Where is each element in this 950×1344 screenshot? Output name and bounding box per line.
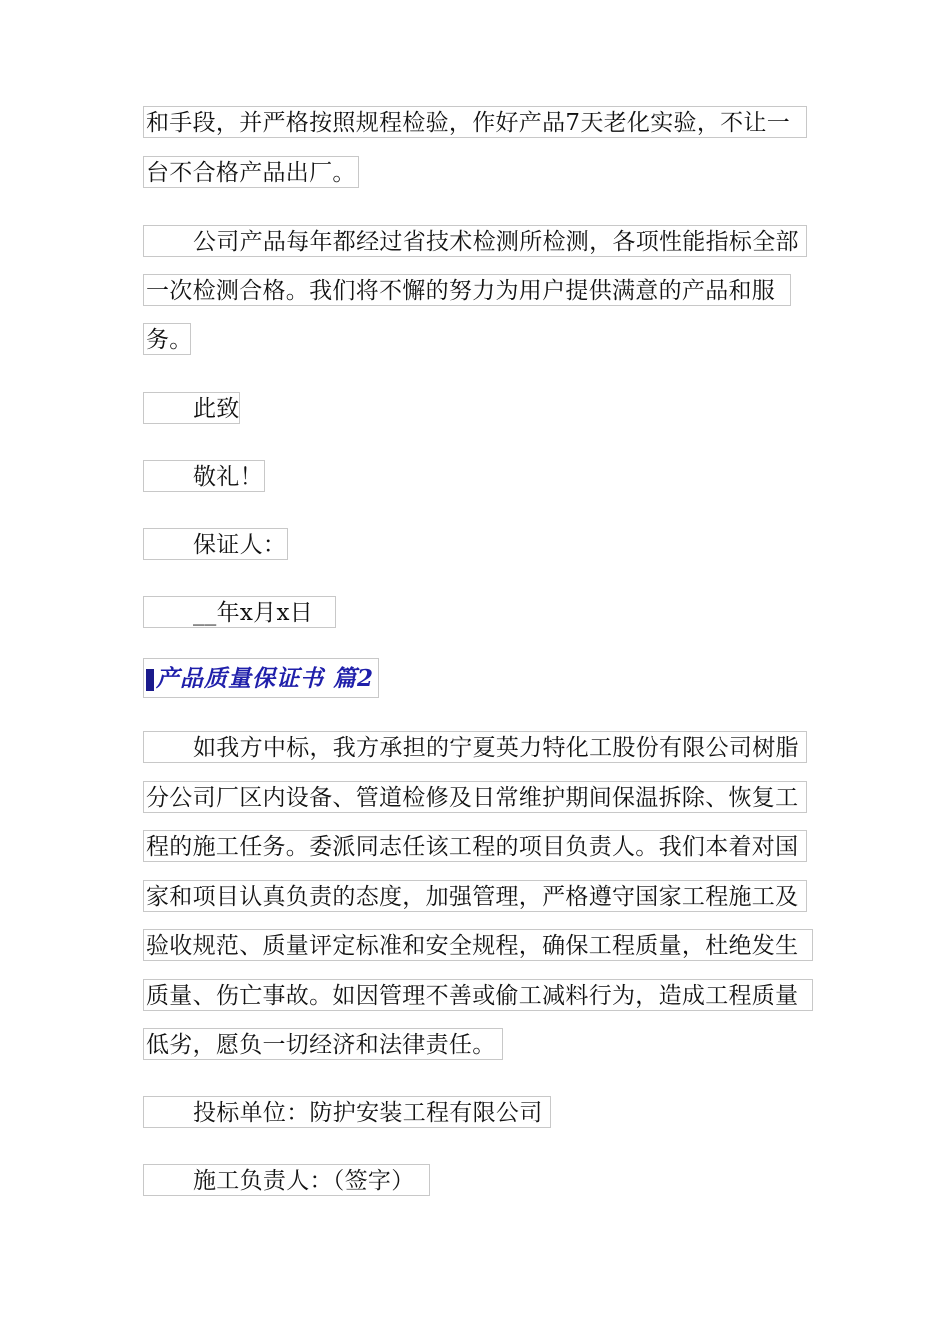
paragraph-line: 公司产品每年都经过省技术检测所检测，各项性能指标全部 (143, 225, 807, 257)
bidder-line: 投标单位：防护安装工程有限公司 (143, 1096, 551, 1128)
manager-signature-line: 施工负责人：（签字） (143, 1164, 430, 1196)
paragraph-line: 验收规范、质量评定标准和安全规程，确保工程质量，杜绝发生 (143, 929, 813, 961)
paragraph-line: 低劣，愿负一切经济和法律责任。 (143, 1028, 503, 1060)
paragraph-line: 一次检测合格。我们将不懈的努力为用户提供满意的产品和服 (143, 274, 791, 306)
closing-salutation: 此致 (143, 392, 240, 424)
closing-respect: 敬礼！ (143, 460, 265, 492)
paragraph-line: 程的施工任务。委派同志任该工程的项目负责人。我们本着对国 (143, 830, 807, 862)
paragraph-line: 台不合格产品出厂。 (143, 156, 359, 188)
paragraph-line: 分公司厂区内设备、管道检修及日常维护期间保温拆除、恢复工 (143, 781, 807, 813)
paragraph-line: 和手段，并严格按照规程检验，作好产品7天老化实验，不让一 (143, 106, 807, 138)
paragraph-line: 家和项目认真负责的态度，加强管理，严格遵守国家工程施工及 (143, 880, 807, 912)
guarantor-label: 保证人： (143, 528, 288, 560)
date-line: __年x月x日 (143, 596, 336, 628)
heading-marker (146, 669, 154, 691)
paragraph-line: 质量、伤亡事故。如因管理不善或偷工减料行为，造成工程质量 (143, 979, 813, 1011)
paragraph-line: 如我方中标，我方承担的宁夏英力特化工股份有限公司树脂 (143, 731, 807, 763)
section-heading (143, 658, 379, 698)
section-heading-text: 产品质量保证书 篇2 (156, 665, 375, 692)
paragraph-line: 务。 (143, 323, 191, 355)
